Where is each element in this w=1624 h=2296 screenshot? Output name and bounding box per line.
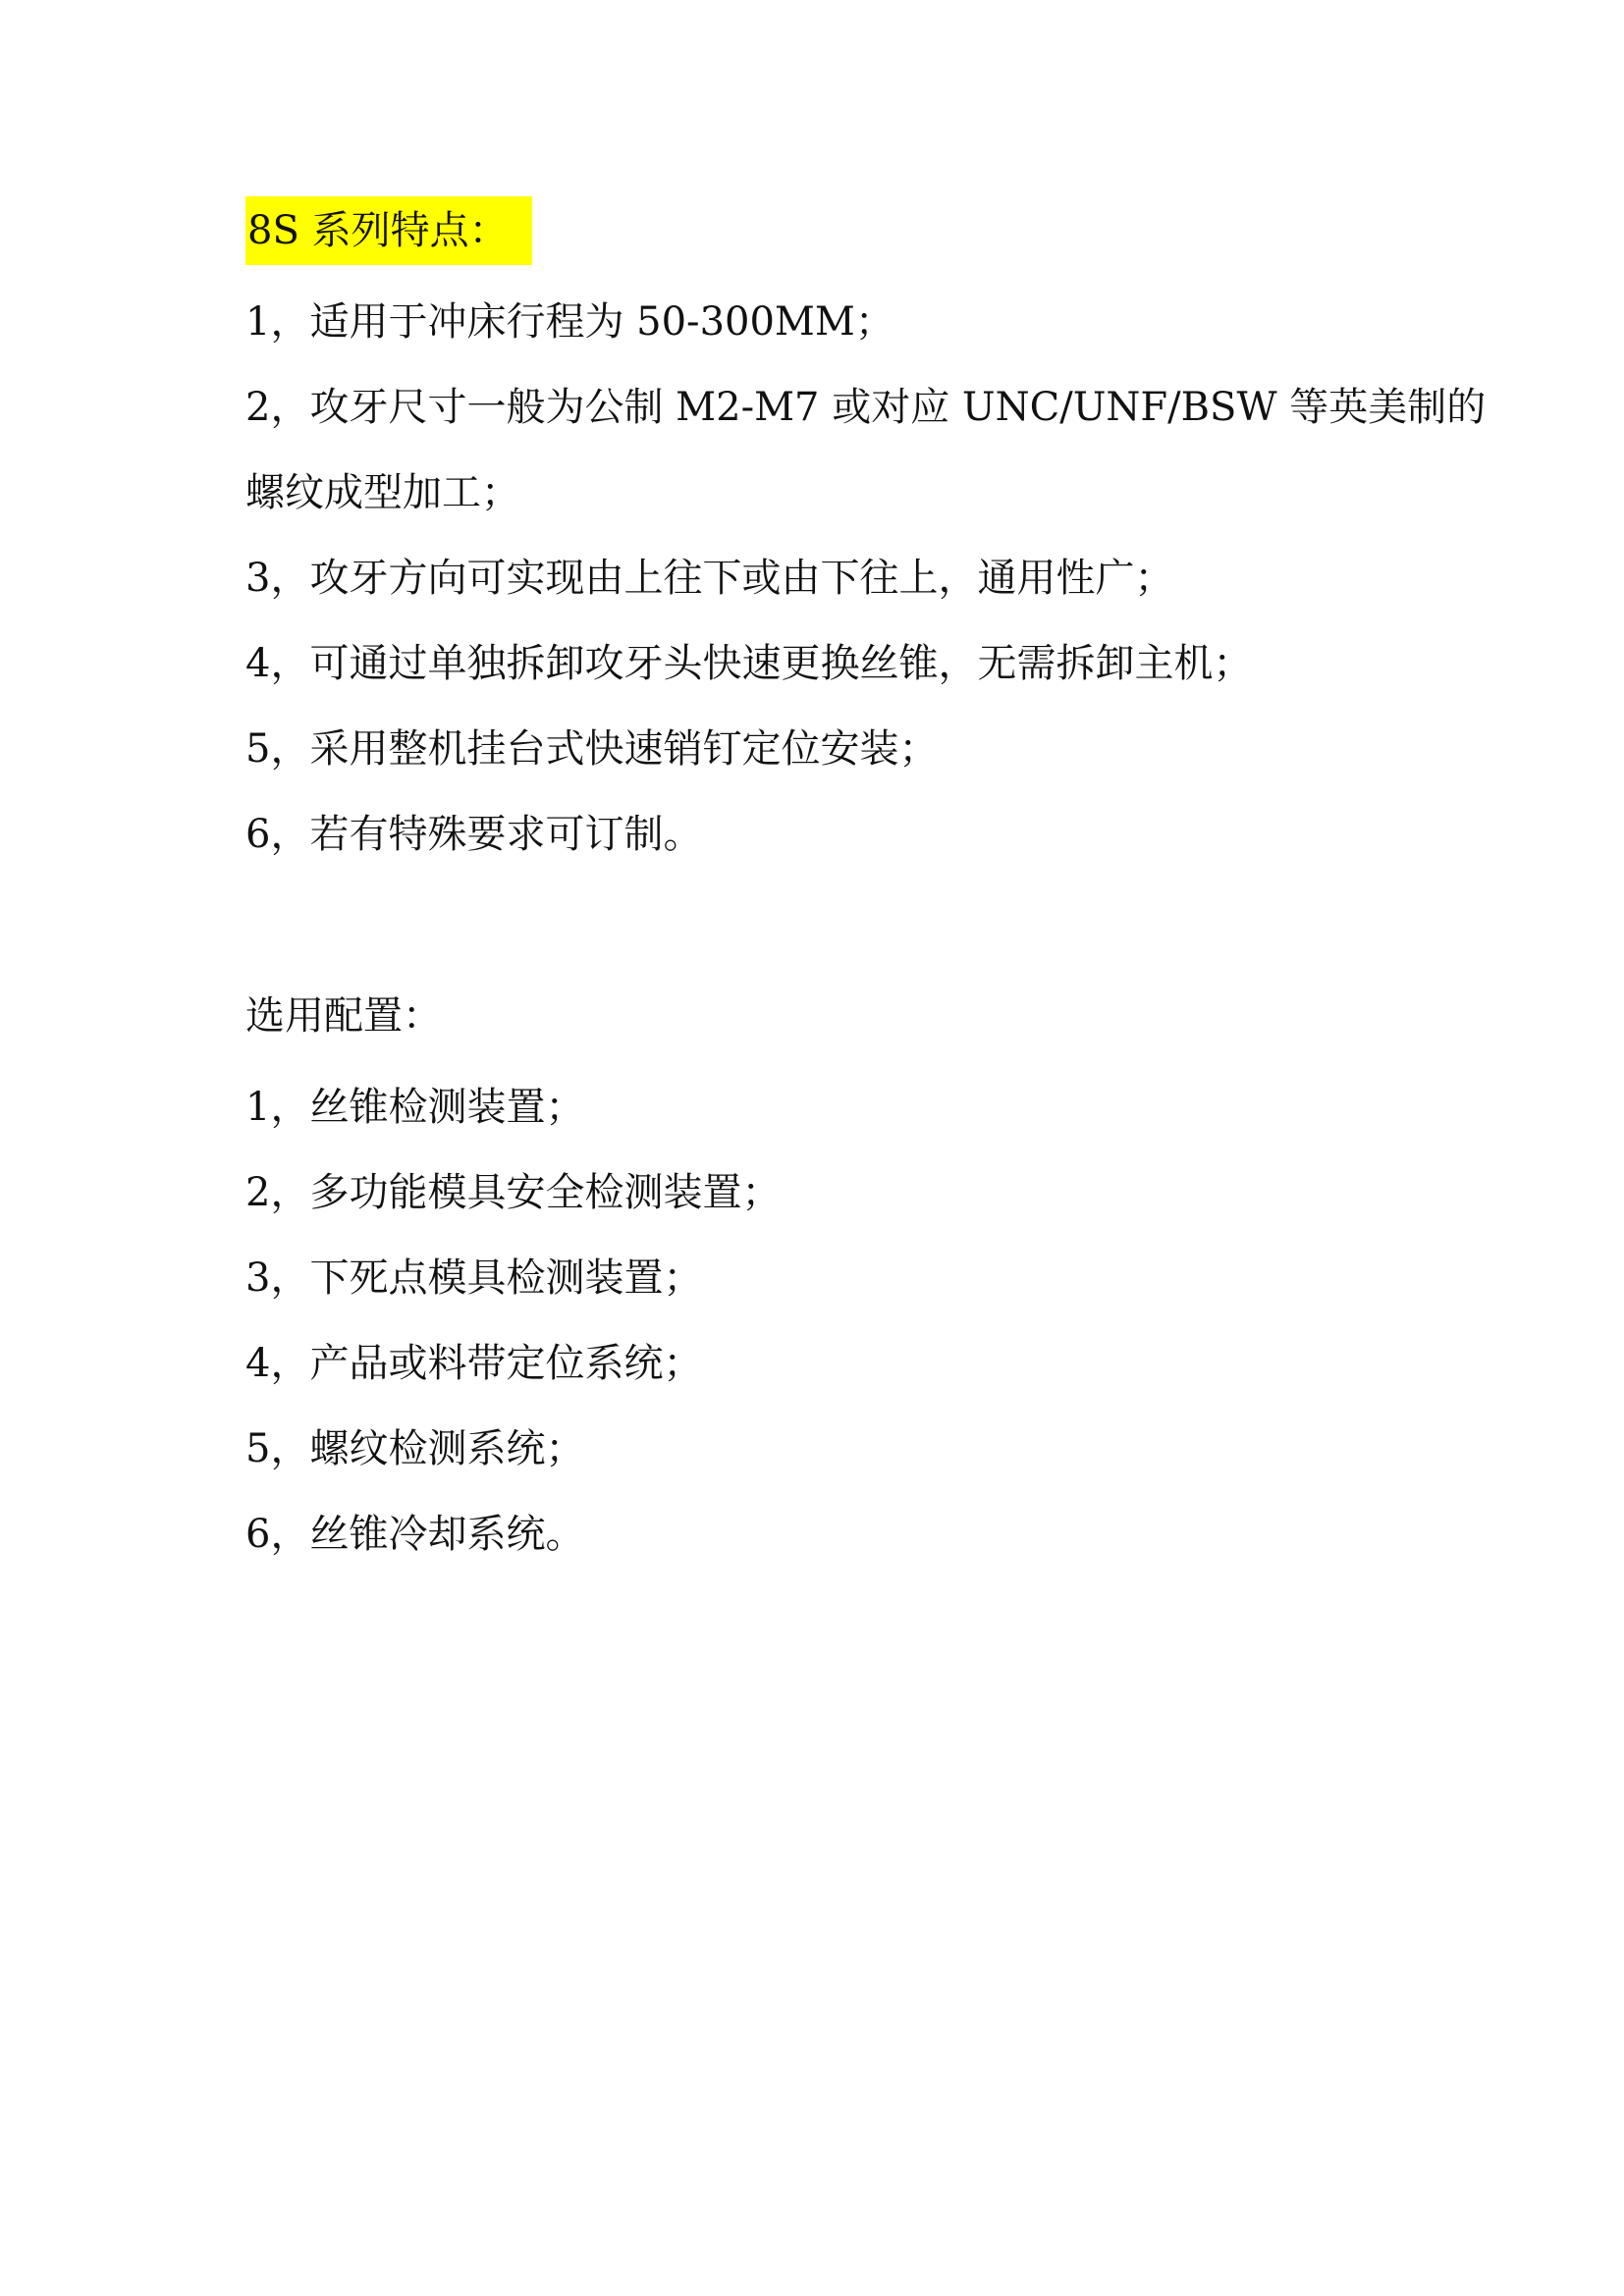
feature-line: 3，攻牙方向可实现由上往下或由下往上，通用性广； [245,556,1174,601]
option-line: 5，螺纹检测系统； [245,1426,585,1471]
options-list [245,1065,1424,1577]
feature-line: 6，若有特殊要求可订制。 [245,812,703,857]
features-section [245,196,1487,878]
option-line: 3，下死点模具检测装置； [245,1255,703,1301]
feature-line: 1，适用于冲床行程为 50-300MM； [245,299,894,345]
options-heading: 选用配置： [245,993,442,1039]
options-section [245,982,1424,1577]
feature-line-continuation: 螺纹成型加工； [245,470,520,515]
features-list [245,280,1487,878]
feature-line: 4，可通过单独拆卸攻牙头快速更换丝锥，无需拆卸主机； [245,641,1253,686]
feature-line: 2，攻牙尺寸一般为公制 M2-M7 或对应 UNC/UNF/BSW 等英美制的 [245,385,1487,430]
option-line: 2，多功能模具安全检测装置； [245,1170,782,1215]
option-line: 1，丝锥检测装置； [245,1085,585,1130]
features-heading-wrap [245,196,1424,265]
features-heading: 8S 系列特点： [245,196,532,265]
feature-line: 5，采用整机挂台式快速销钉定位安装； [245,726,939,772]
option-line: 6，丝锥冷却系统。 [245,1512,585,1557]
option-line: 4，产品或料带定位系统； [245,1341,703,1386]
